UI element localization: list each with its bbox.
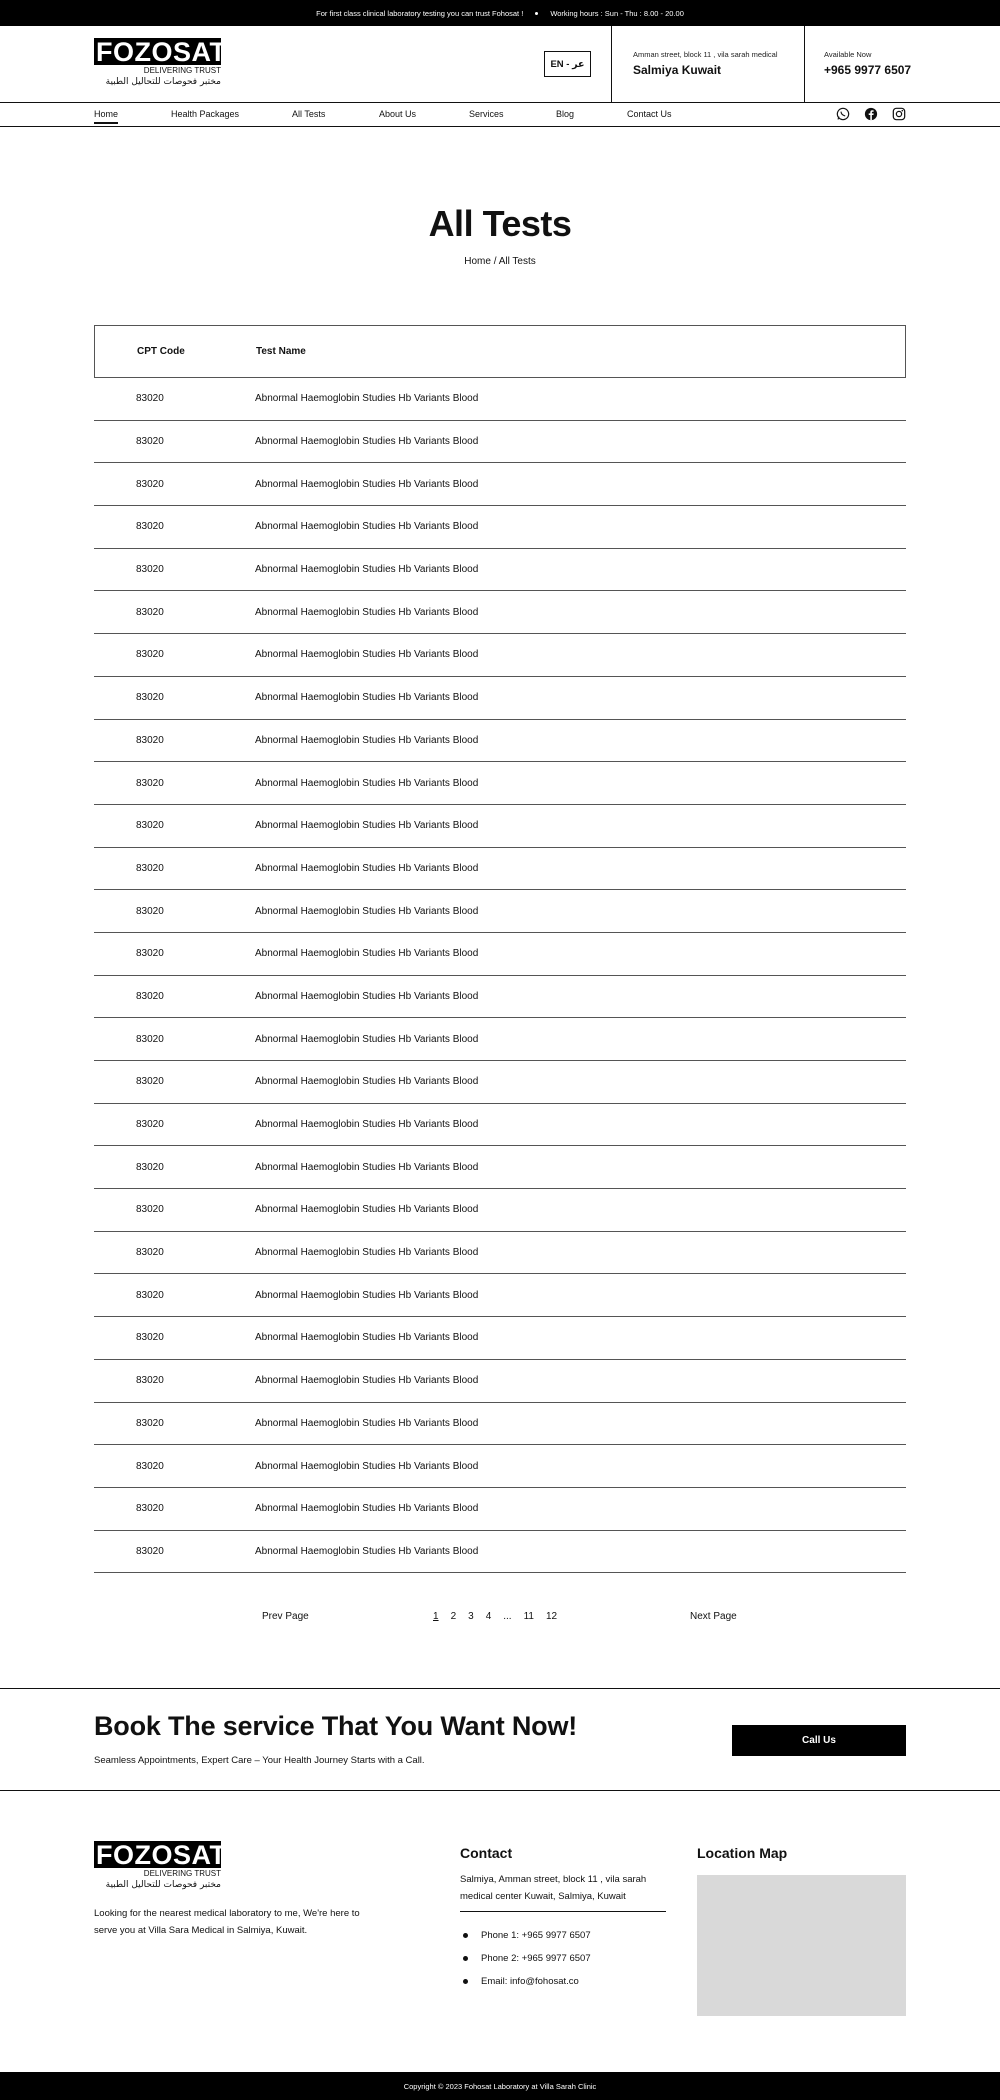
contact-heading: Contact bbox=[460, 1845, 513, 1861]
test-name-cell[interactable]: Abnormal Haemoglobin Studies Hb Variants Blood bbox=[255, 1247, 479, 1259]
logo-arabic: مختبر فحوصات للتحاليل الطبية bbox=[105, 77, 221, 87]
table-row bbox=[94, 933, 906, 976]
cpt-code-cell: 83020 bbox=[136, 521, 164, 533]
table-row bbox=[94, 677, 906, 720]
cpt-code-cell: 83020 bbox=[136, 1076, 164, 1088]
page-hero bbox=[0, 203, 1000, 267]
logo-wordmark: FOZOSAT bbox=[96, 1840, 227, 1870]
main-nav bbox=[0, 103, 1000, 127]
table-row bbox=[94, 463, 906, 506]
table-row bbox=[94, 976, 906, 1019]
test-name-cell[interactable]: Abnormal Haemoglobin Studies Hb Variants Blood bbox=[255, 1119, 479, 1131]
pagination bbox=[94, 1573, 906, 1653]
header-phone bbox=[824, 50, 911, 77]
whatsapp-icon[interactable] bbox=[836, 107, 850, 121]
separator-dot-icon bbox=[535, 12, 538, 15]
address-line: Amman street, block 11 , vila sarah medical bbox=[633, 50, 778, 59]
next-page-link[interactable]: Next Page bbox=[690, 1611, 737, 1623]
cpt-code-cell: 83020 bbox=[136, 606, 164, 618]
cpt-code-cell: 83020 bbox=[136, 1119, 164, 1131]
instagram-icon[interactable] bbox=[892, 107, 906, 121]
test-name-cell[interactable]: Abnormal Haemoglobin Studies Hb Variants Blood bbox=[255, 1460, 479, 1472]
logo-wordmark: FOZOSAT bbox=[96, 37, 227, 67]
test-name-cell[interactable]: Abnormal Haemoglobin Studies Hb Variants Blood bbox=[255, 1417, 479, 1429]
page-numbers bbox=[433, 1611, 557, 1622]
cpt-code-cell: 83020 bbox=[136, 436, 164, 448]
table-row bbox=[94, 378, 906, 421]
page-link[interactable]: 2 bbox=[450, 1611, 457, 1623]
cpt-code-cell: 83020 bbox=[136, 1247, 164, 1259]
cpt-code-cell: 83020 bbox=[136, 649, 164, 661]
test-name-cell[interactable]: Abnormal Haemoglobin Studies Hb Variants Blood bbox=[255, 777, 479, 789]
cpt-code-cell: 83020 bbox=[136, 734, 164, 746]
cpt-code-cell: 83020 bbox=[136, 1289, 164, 1301]
table-row bbox=[94, 506, 906, 549]
nav-home[interactable]: Home bbox=[94, 109, 118, 124]
cpt-code-cell: 83020 bbox=[136, 1417, 164, 1429]
cpt-code-cell: 83020 bbox=[136, 905, 164, 917]
cpt-code-cell: 83020 bbox=[136, 862, 164, 874]
test-name-cell[interactable]: Abnormal Haemoglobin Studies Hb Variants Blood bbox=[255, 1161, 479, 1173]
cpt-code-cell: 83020 bbox=[136, 1204, 164, 1216]
page-link[interactable]: 3 bbox=[468, 1611, 474, 1623]
phone-number[interactable]: +965 9977 6507 bbox=[824, 63, 912, 77]
test-name-cell[interactable]: Abnormal Haemoglobin Studies Hb Variants Blood bbox=[255, 1033, 479, 1045]
table-row bbox=[94, 1018, 906, 1061]
table-row bbox=[94, 890, 906, 933]
breadcrumb[interactable]: Home / All Tests bbox=[464, 256, 536, 267]
table-row bbox=[94, 634, 906, 677]
cpt-code-cell: 83020 bbox=[136, 1332, 164, 1344]
table-row bbox=[94, 1274, 906, 1317]
header-divider bbox=[804, 26, 805, 103]
table-row bbox=[94, 762, 906, 805]
footer-map bbox=[697, 1845, 906, 2016]
cpt-code-cell: 83020 bbox=[136, 820, 164, 832]
table-row bbox=[94, 805, 906, 848]
column-header-cpt: CPT Code bbox=[137, 346, 185, 357]
cta-subtitle: Seamless Appointments, Expert Care – Your Health Journey Starts with a Call. bbox=[94, 1755, 425, 1766]
table-row bbox=[94, 1104, 906, 1147]
contact-address: Salmiya, Amman street, block 11 , vila sarah medical center Kuwait, Salmiya, Kuwait bbox=[460, 1871, 666, 1912]
table-row bbox=[94, 1360, 906, 1403]
test-name-cell[interactable]: Abnormal Haemoglobin Studies Hb Variants Blood bbox=[255, 734, 479, 746]
logo[interactable] bbox=[94, 37, 227, 88]
facebook-icon[interactable] bbox=[864, 107, 878, 121]
test-name-cell[interactable]: Abnormal Haemoglobin Studies Hb Variants Blood bbox=[255, 1076, 479, 1088]
table-row bbox=[94, 720, 906, 763]
table-body bbox=[94, 378, 906, 1573]
contact-phone-1[interactable]: Phone 1: +965 9977 6507 bbox=[460, 1924, 666, 1947]
location-map[interactable] bbox=[697, 1875, 906, 2016]
test-name-cell[interactable]: Abnormal Haemoglobin Studies Hb Variants Blood bbox=[255, 692, 479, 704]
table-row bbox=[94, 848, 906, 891]
test-name-cell[interactable]: Abnormal Haemoglobin Studies Hb Variants Blood bbox=[255, 649, 479, 661]
test-name-cell[interactable]: Abnormal Haemoglobin Studies Hb Variants Blood bbox=[255, 905, 479, 917]
test-name-cell[interactable]: Abnormal Haemoglobin Studies Hb Variants Blood bbox=[255, 990, 479, 1002]
page-ellipsis: ... bbox=[503, 1611, 512, 1623]
page-link[interactable]: 4 bbox=[485, 1611, 492, 1623]
logo-arabic: مختبر فحوصات للتحاليل الطبية bbox=[105, 1880, 221, 1890]
test-name-cell[interactable]: Abnormal Haemoglobin Studies Hb Variants Blood bbox=[255, 1289, 479, 1301]
language-switcher[interactable]: EN - عر bbox=[544, 51, 591, 77]
test-name-cell[interactable]: Abnormal Haemoglobin Studies Hb Variants Blood bbox=[255, 1503, 479, 1515]
table-row bbox=[94, 1146, 906, 1189]
test-name-cell[interactable]: Abnormal Haemoglobin Studies Hb Variants Blood bbox=[255, 820, 479, 832]
working-hours: Working hours : Sun - Thu : 8.00 - 20.00 bbox=[550, 8, 684, 18]
address-city: Salmiya Kuwait bbox=[633, 63, 722, 77]
logo-tagline: DELIVERING TRUST bbox=[143, 66, 221, 75]
logo-tagline: DELIVERING TRUST bbox=[143, 1869, 221, 1878]
cpt-code-cell: 83020 bbox=[136, 1460, 164, 1472]
table-row bbox=[94, 1061, 906, 1104]
test-name-cell[interactable]: Abnormal Haemoglobin Studies Hb Variants Blood bbox=[255, 1204, 479, 1216]
cpt-code-cell: 83020 bbox=[136, 1375, 164, 1387]
announcement-bar bbox=[0, 0, 1000, 26]
table-row bbox=[94, 591, 906, 634]
map-heading: Location Map bbox=[697, 1845, 788, 1861]
table-row bbox=[94, 1317, 906, 1360]
page-link[interactable]: 1 bbox=[433, 1611, 439, 1623]
table-row bbox=[94, 1531, 906, 1574]
prev-page-link[interactable]: Prev Page bbox=[262, 1611, 309, 1623]
test-name-cell[interactable]: Abnormal Haemoglobin Studies Hb Variants Blood bbox=[255, 862, 479, 874]
nav-contact-us[interactable]: Contact Us bbox=[627, 109, 672, 119]
table-row bbox=[94, 1189, 906, 1232]
table-row bbox=[94, 1445, 906, 1488]
header-address bbox=[633, 50, 778, 77]
table-row bbox=[94, 421, 906, 464]
footer-contact bbox=[460, 1845, 666, 1993]
test-name-cell[interactable]: Abnormal Haemoglobin Studies Hb Variants Blood bbox=[255, 393, 479, 405]
table-row bbox=[94, 549, 906, 592]
test-name-cell[interactable]: Abnormal Haemoglobin Studies Hb Variants Blood bbox=[255, 1375, 479, 1387]
cpt-code-cell: 83020 bbox=[136, 1545, 164, 1557]
test-name-cell[interactable]: Abnormal Haemoglobin Studies Hb Variants Blood bbox=[255, 564, 479, 576]
copyright-bar: Copyright © 2023 Fohosat Laboratory at Villa Sarah Clinic bbox=[0, 2072, 1000, 2100]
test-name-cell[interactable]: Abnormal Haemoglobin Studies Hb Variants Blood bbox=[255, 606, 479, 618]
nav-blog[interactable]: Blog bbox=[556, 109, 575, 119]
site-header bbox=[0, 26, 1000, 103]
nav-about-us[interactable]: About Us bbox=[379, 109, 417, 119]
contact-phone-2[interactable]: Phone 2: +965 9977 6507 bbox=[460, 1947, 666, 1970]
test-name-cell[interactable]: Abnormal Haemoglobin Studies Hb Variants Blood bbox=[255, 1545, 479, 1557]
cpt-code-cell: 83020 bbox=[136, 948, 164, 960]
cpt-code-cell: 83020 bbox=[136, 478, 164, 490]
nav-all-tests[interactable]: All Tests bbox=[292, 109, 326, 119]
table-row bbox=[94, 1403, 906, 1446]
tests-table bbox=[94, 325, 906, 1573]
social-links bbox=[836, 107, 906, 121]
page-link[interactable]: 11 bbox=[523, 1611, 534, 1623]
contact-email[interactable]: Email: info@fohosat.co bbox=[460, 1970, 666, 1993]
availability-label: Available Now bbox=[824, 50, 872, 59]
page-title: All Tests bbox=[428, 203, 572, 244]
booking-cta bbox=[0, 1688, 1000, 1791]
cpt-code-cell: 83020 bbox=[136, 1161, 164, 1173]
cpt-code-cell: 83020 bbox=[136, 777, 164, 789]
nav-health-packages[interactable]: Health Packages bbox=[171, 109, 240, 119]
header-divider bbox=[611, 26, 612, 103]
test-name-cell[interactable]: Abnormal Haemoglobin Studies Hb Variants Blood bbox=[255, 436, 479, 448]
table-row bbox=[94, 1232, 906, 1275]
cpt-code-cell: 83020 bbox=[136, 1033, 164, 1045]
test-name-cell[interactable]: Abnormal Haemoglobin Studies Hb Variants Blood bbox=[255, 478, 479, 490]
column-header-test-name: Test Name bbox=[256, 346, 306, 357]
cpt-code-cell: 83020 bbox=[136, 393, 164, 405]
promo-text: For first class clinical laboratory testing you can trust Fohosat ! bbox=[316, 8, 524, 18]
cpt-code-cell: 83020 bbox=[136, 990, 164, 1002]
table-row bbox=[94, 1488, 906, 1531]
cpt-code-cell: 83020 bbox=[136, 692, 164, 704]
footer-logo[interactable] bbox=[94, 1840, 227, 1891]
page-link[interactable]: 12 bbox=[545, 1611, 558, 1623]
cpt-code-cell: 83020 bbox=[136, 1503, 164, 1515]
contact-list bbox=[460, 1924, 666, 1993]
test-name-cell[interactable]: Abnormal Haemoglobin Studies Hb Variants Blood bbox=[255, 521, 479, 533]
footer-description: Looking for the nearest medical laboratory to me, We're here to serve you at Villa Sara Medical in Salmiya, Kuwait. bbox=[94, 1908, 360, 1936]
call-us-button[interactable]: Call Us bbox=[732, 1725, 906, 1756]
cta-title: Book The service That You Want Now! bbox=[94, 1711, 578, 1741]
nav-services[interactable]: Services bbox=[469, 109, 504, 119]
site-footer bbox=[0, 1792, 1000, 2072]
test-name-cell[interactable]: Abnormal Haemoglobin Studies Hb Variants Blood bbox=[255, 948, 479, 960]
table-header bbox=[94, 325, 906, 378]
cpt-code-cell: 83020 bbox=[136, 564, 164, 576]
test-name-cell[interactable]: Abnormal Haemoglobin Studies Hb Variants Blood bbox=[255, 1332, 479, 1344]
